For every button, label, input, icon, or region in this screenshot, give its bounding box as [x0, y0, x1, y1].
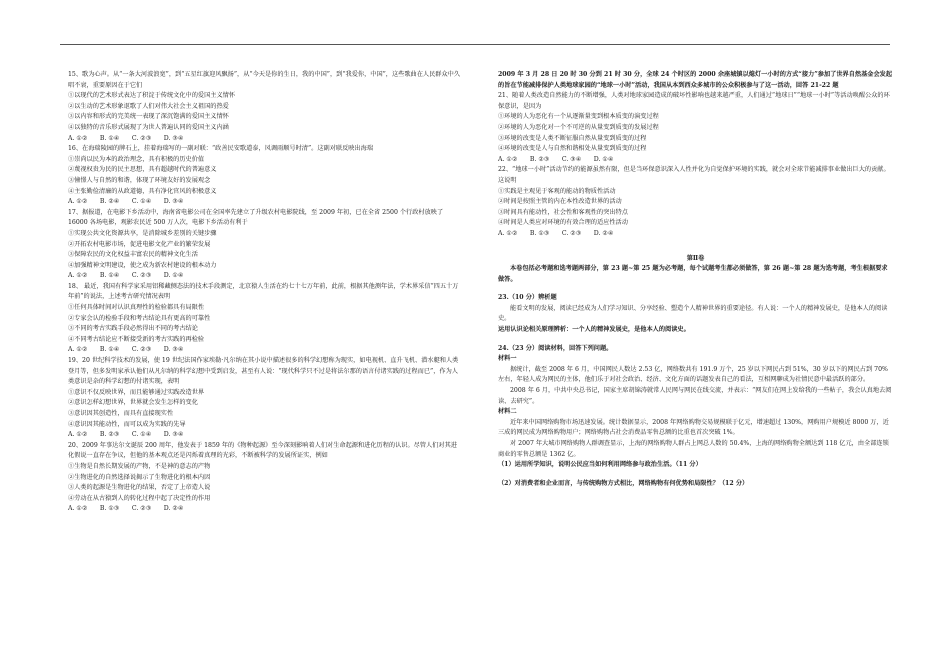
statement: ③不同的考古实践手段必然得出不同的考古结论 [68, 325, 198, 333]
question-stem: 19、20 世纪科学技术的发展，使 19 世纪法国作家埃勒·凡尔纳在其小说中描述很多的科学幻想称为现实，如电视机、直升飞机、潜水艇和人类登月等，但多发明家承认他们从凡尔纳的科学幻想中受到启发，甚至有人说：“现代科学只不过是将法尔那的语言付诸实践的过程而已”，作为人类意识是杂的科学幻想的付诸实现，表明 [68, 357, 459, 386]
statement: ③以内容和形式的完美统一表现了深沉饱满的爱国主义情怀 [68, 113, 229, 121]
question-stem: 15、歌为心声。从“一条大河波浪宽”，到“五星红旗迎风飘扬”，从“今天是你的生日，我的中国”，到“我爱你，中国”，这些歌曲在人民群众中久唱不衰，重要原因在于它们 [68, 71, 461, 89]
statement: ①以现代的艺术形式表达了积淀于传统文化中的爱国主义情怀 [68, 92, 236, 100]
sub-question: （1）运用所学知识，说明公民应当如何利用网络参与政治生活。（11 分） [498, 461, 702, 469]
statement: ③憧憬人与自然的和谐，体现了环境友好的发展观念 [68, 176, 211, 184]
left-column [68, 70, 463, 515]
statement: ④以独特的音乐形式展现了为世人普遍认同的爱国主义内涵 [68, 123, 229, 131]
statement: ③环境的改变是人类不断征服自然从量变到质变的过程 [498, 134, 647, 142]
answer-options: A. ①② B. ①③ C. ②③ D. ②④ [498, 229, 614, 237]
statement: ④不同考古结论应不断接受新的考古实践的再检验 [68, 335, 205, 343]
statement: ③人类的起源是生物进化的结果，否定了上帝造人说 [68, 484, 211, 492]
question-21 [498, 91, 893, 165]
question-stem: 16、在海瑞陵园的牌石上，挂着海瑞写的一副对联：“政善民安歌道泰，风调雨顺号时清”。这副对联反映出海瑞 [68, 145, 374, 153]
question-17 [68, 208, 463, 282]
question-22 [498, 165, 893, 239]
question-body: 能看文明的发展，阅读已经成为人们学习知识、分享经验、塑造个人精神世界的重要途径。有人说：一个人的精神发展史，是他本人的阅读史。 [498, 304, 888, 323]
answer-options: A. ①② B. ②④ C. ①④ D. ③④ [68, 198, 184, 206]
section-note: 本卷包括必考题和选考题两部分，第 23 题~第 25 题为必考题，每个试题考生都必须做答，第 26 题~第 28 题为选考题，考生根据要求做答。 [498, 265, 888, 283]
statement: ③保障农民的文化权益丰富农民的精神文化生活 [68, 251, 198, 259]
statement: ③意识因其创造性，而具有直接现实性 [68, 410, 174, 417]
question-23 [498, 293, 893, 335]
question-stem: 18、 最近，我国有科学家采用铝稀藏侧态法的技术手段测定，北京猿人生活在约七十七万年前，此前，根据其他测年法，学术界采信“四五十万年前”的说法，上述考古研究情况表明 [68, 282, 459, 301]
answer-options: A. ①② B. ①③ C. ②③ D. ②④ [68, 505, 184, 513]
statement: ②时间是按照主管的内在本性改造世界的活动 [498, 198, 622, 206]
material-label: 材料二 [498, 408, 517, 416]
statement: ①崇尚以民为本的政治理念，具有积极的历史价值 [68, 155, 205, 163]
question-18 [68, 282, 463, 356]
answer-options: A. ①② B. ②③ C. ③④ D. ①④ [498, 155, 614, 163]
question-title: 23.（10 分）辨析题 [498, 294, 557, 302]
material-paragraph: 2008 年 6 月，中共中央总书记，国家主席胡锦涛就常人民网与网民在线交流，并表示：“网友们在网上发给我的一些帖子，我会认真地去阅读、去研究”。 [498, 387, 892, 405]
answer-options: A. ①② B. ①④ C. ②③ D. ③④ [68, 134, 184, 142]
question-stem: 17、据报道，在电影下乡活动中，海南省电影公司在全国率先建立了升级农村电影院线，至 2009 年初，已在全省 2500 个行政村放映了 16000 各场电影，观影农民近 500 万人次，电影下乡活动有利于 [68, 208, 444, 227]
question-24 [498, 344, 893, 490]
answer-options: A. ①② B. ①④ C. ②③ D. ③④ [68, 346, 184, 354]
question-16 [68, 144, 463, 208]
question-15 [68, 70, 463, 144]
question-stem: 22、“地球一小时”活动节约的能源虽然有限，但是当环保意识深入人性并化为自觉保护环境的实践，就会对全球节能减排事业做出巨大的贡献。这说明 [498, 166, 890, 184]
statement: ①实现公共文化资源共享，是消除城乡差别的关键步骤 [68, 229, 217, 237]
statement: ②环境的人为恶化对一个不可逆的从量变到质变的发展过程 [498, 123, 659, 131]
statement: ①生物是自然长期发展的产物，不是神的意志的产物 [68, 462, 211, 470]
statement: ②蔑视权贵为民的民主思想，具有超越时代的普遍意义 [68, 166, 217, 174]
question-stem: 21、随着人类改造自然能力的不断增强，人类对地球家园造成的破坏性影响也越来越严重，人们通过“地球日”“地球一小时”等活动唤醒公众的环保意识，是因为 [498, 92, 890, 110]
right-column [498, 70, 893, 489]
statement: ①环境的人为恶化有一个从逐渐量变到根本质变的演变过程 [498, 113, 659, 121]
statement: ④加强精神文明建设，使之成为新农村建设的根本动力 [68, 261, 217, 269]
material-label: 材料一 [498, 355, 517, 363]
statement: ④主张勤俭清廉的从政道德，具有净化官风的积极意义 [68, 187, 217, 195]
statement: ②以生动的艺术形象讴歌了人们对伟大社会主义祖国的热爱 [68, 102, 229, 110]
statement: ④意识因其能动性，而可以成为实践的先导 [68, 420, 186, 428]
question-stem: 20、2009 年事达尔文诞辰 200 周年，他发表于 1859 年的《物种起源》至今深刻影响着人们对生命起源和进化历程的认识。尽管人们对其进化假说一直存在争议，但他的基本观点还是闪烁着真理的光彩，不断被科学的发展所证实，例如 [68, 441, 457, 460]
question-20 [68, 441, 463, 515]
question-title: 24.（23 分）阅读材料，回答下列问题。 [498, 344, 613, 352]
answer-options: A. ①② B. ①④ C. ②③ D. ①④ [68, 272, 184, 280]
statement: ①意识不仅反映世界，而且能够通过实践改造世界 [68, 388, 205, 396]
statement: ③时间具有能动性，社会性和客观性的突出特点 [498, 208, 628, 216]
statement: ②开拓农村电影市场，促进电影文化产业的繁荣发展 [68, 240, 211, 248]
answer-options: A. ①② B. ②③ C. ①④ D. ③④ [68, 431, 184, 439]
statement: ④环境的改变是人与自然和谐相处从量变到质变的过程 [498, 145, 647, 153]
question-prompt: 运用认识论相关原理辨析：一个人的精神发展史，是他本人的阅读史。 [498, 326, 690, 334]
statement: ②专家会认的检验手段和考古结论具有更高的可靠性 [68, 314, 211, 322]
statement: ①任何具体时间对认识真理性的检验都具有局限性 [68, 304, 205, 312]
section-title: 第Ⅱ卷 [686, 254, 705, 262]
statement: ②生物进化的自然选择说揭示了生物进化的根本内因 [68, 473, 211, 481]
statement: ②意识怎样幻想世界，世界就会发生怎样的变化 [68, 399, 198, 407]
material-paragraph: 据统计，截至 2008 年 6 月，中国网民人数达 2.53 亿，网络数共有 191.9 万个，25 岁以下网民占到 51%，30 岁以下的网民占到 70%左右，年轻人成为网民的主体，他们乐于对社会政治、经济、文化方面的话题发表自己的看法，互相网聊成为社情民意中最活跃的部分。 [498, 365, 888, 384]
statement: ④时间是人类应对环境的有效合理的适应性活动 [498, 219, 628, 227]
question-19 [68, 356, 463, 441]
passage-intro: 2009 年 3 月 28 日 20 时 30 分到 21 时 30 分，全球 24 个时区的 2000 余座城镇以熄灯一小时的方式“接力”参加了世界自然基金会发起的旨在节能减排保护人类地球家园的“地球一小时”活动，我国从本到西众多城市的公众积极参与了这一活动，回答 21-22 题 [498, 71, 893, 89]
material-paragraph: 近年来中国网络购物市场迅速发展。统计数据显示，2008 年网络购物交易规模联于亿元，增速超过 130%，网购用户规模近 8000 万，近三成的网民成为网络购物用户；网络购物占社会消费品零售总额的比重也首次突破 1%。 [498, 418, 889, 437]
sub-question: （2）对消费者和企业而言，与传统购物方式相比，网络购物有何优势和局限性？（12 分） [498, 479, 749, 487]
statement: ④劳动在从古猿到人的转化过程中起了决定性的作用 [68, 494, 211, 502]
statement: ①实践是主观见于客观的能动的物质性活动 [498, 187, 616, 195]
header-rule [60, 44, 890, 45]
material-paragraph: 对 2007 年大城市网络购物人群调查显示，上海的网络购物人群占上网总人数的 50.4%，上海的网络购物全额达到 118 亿元，由全部连锁商业的零售总额是 1362 亿。 [498, 440, 889, 458]
